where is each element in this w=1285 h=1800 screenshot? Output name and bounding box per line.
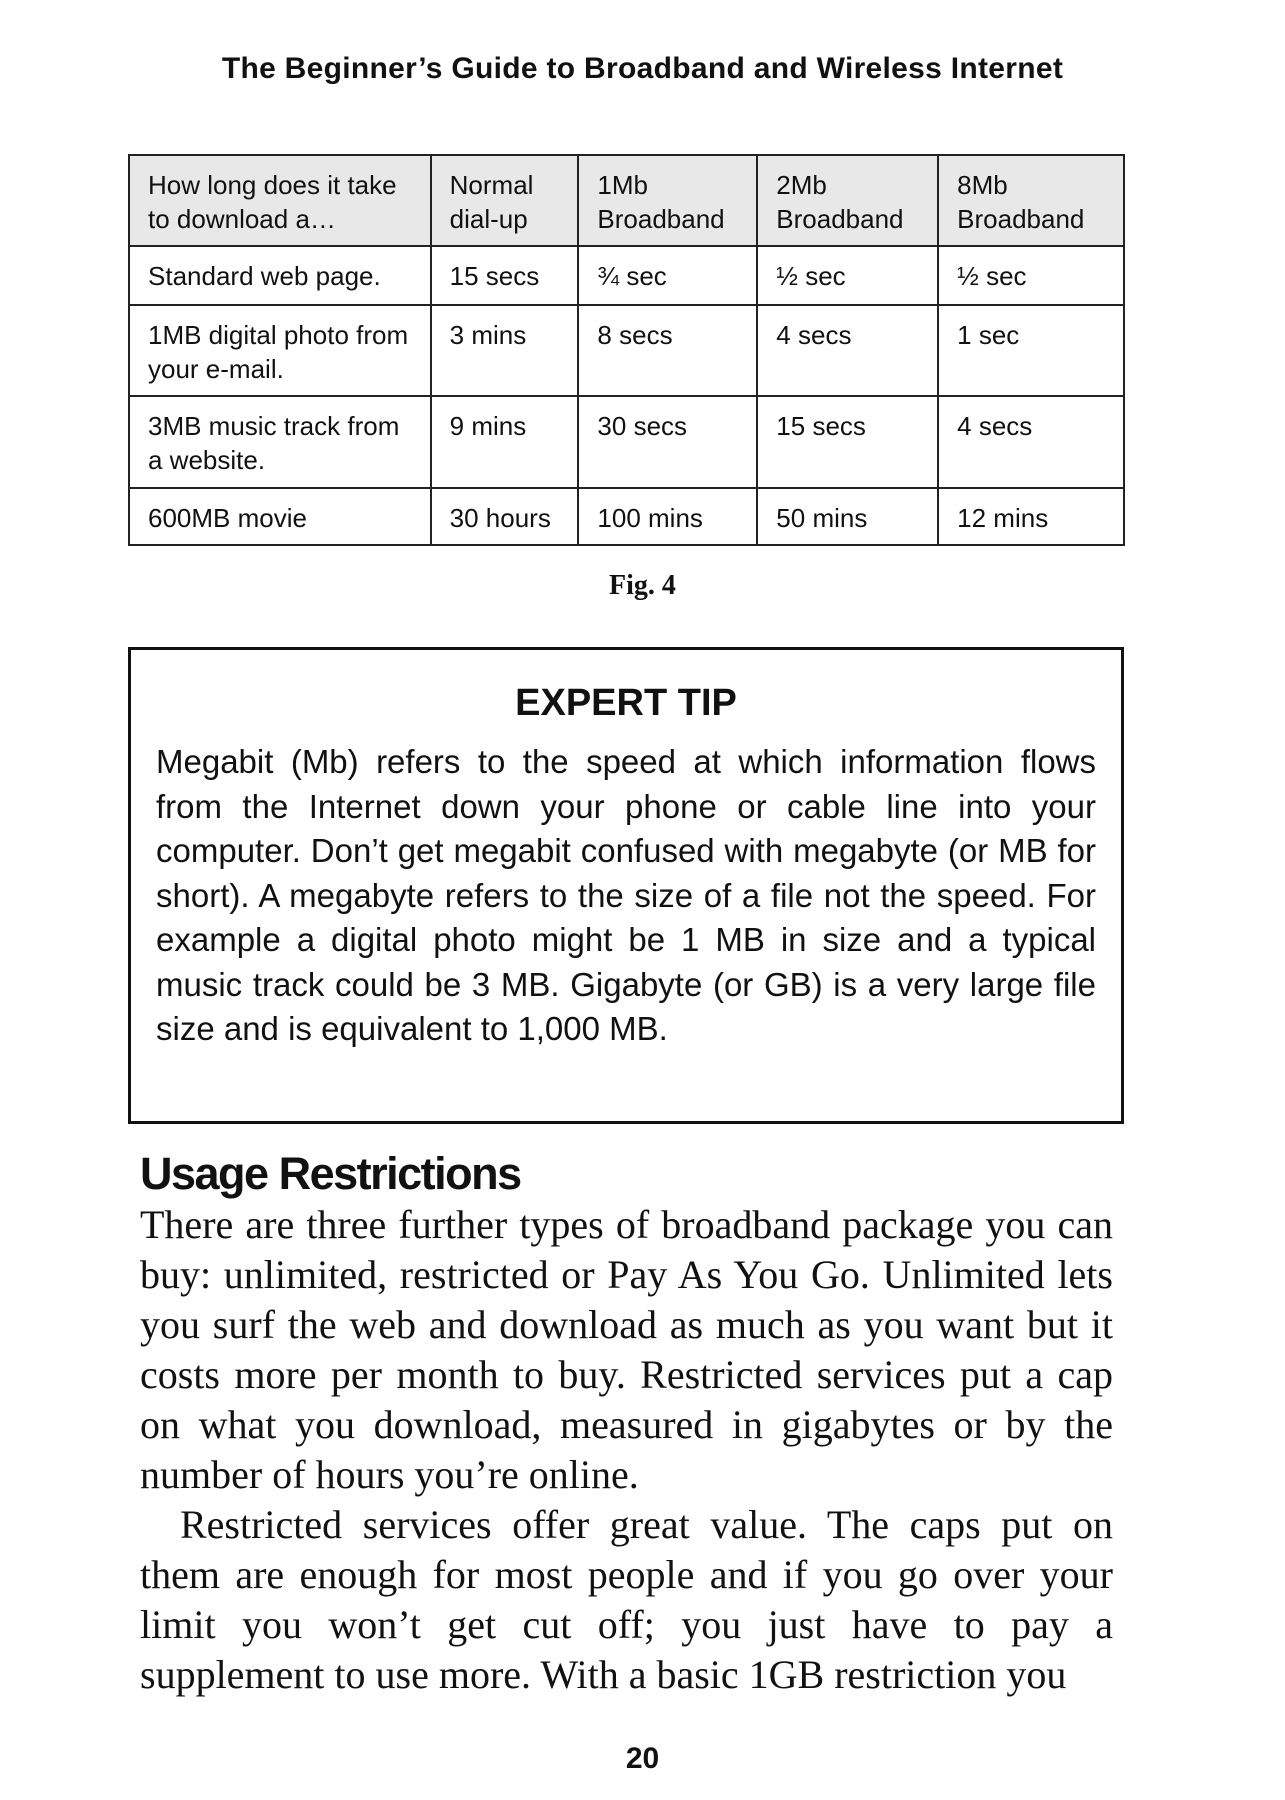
table-row bbox=[129, 488, 1124, 545]
table-header-cell: Normal dial-up bbox=[431, 155, 579, 246]
table-cell: 15 secs bbox=[431, 246, 579, 305]
figure-caption: Fig. 4 bbox=[609, 570, 676, 601]
table-cell: ½ sec bbox=[757, 246, 938, 305]
table-cell: 3MB music track from a website. bbox=[129, 396, 431, 488]
table-cell: 15 secs bbox=[757, 396, 938, 488]
expert-tip-box bbox=[128, 647, 1124, 1124]
table-cell: ½ sec bbox=[938, 246, 1124, 305]
table-cell: Standard web page. bbox=[129, 246, 431, 305]
table-cell: 4 secs bbox=[938, 396, 1124, 488]
table-header-cell: 2Mb Broadband bbox=[757, 155, 938, 246]
running-header: The Beginner’s Guide to Broadband and Wireless Internet bbox=[221, 52, 1064, 85]
page-number: 20 bbox=[625, 1742, 660, 1775]
table-cell: 100 mins bbox=[578, 488, 757, 545]
table-row bbox=[129, 246, 1124, 305]
table-header-cell: How long does it take to download a… bbox=[129, 155, 431, 246]
section-body bbox=[140, 1200, 1113, 1700]
table-cell: 8 secs bbox=[578, 305, 757, 396]
table-header-row bbox=[129, 155, 1124, 246]
expert-tip-text: Megabit (Mb) refers to the speed at which information flows from the Internet down your phone or cable line into your computer. Don’t get megabit confused with megabyte (or MB for short). A megabyte refers to the size of a file not the speed. For example a digital photo might be 1 MB in size and a typical music track could be 3 MB. Gigabyte (or GB) is a very large file size and is equivalent to 1,000 MB. bbox=[156, 743, 1096, 1047]
table-cell: 50 mins bbox=[757, 488, 938, 545]
table-header-cell: 1Mb Broadband bbox=[578, 155, 757, 246]
table-cell: 9 mins bbox=[431, 396, 579, 488]
table-cell: 600MB movie bbox=[129, 488, 431, 545]
table-cell: 30 hours bbox=[431, 488, 579, 545]
table-cell: 1 sec bbox=[938, 305, 1124, 396]
paragraph: There are three further types of broadband package you can buy: unlimited, restricted or Pay As You Go. Unlimited lets you surf the web and download as much as you want but it costs more per month to buy. Restricted services put a cap on what you download, measured in gigabytes or by the number of hours you’re online. bbox=[140, 1202, 1113, 1497]
download-times-table bbox=[128, 154, 1125, 546]
expert-tip-title: EXPERT TIP bbox=[515, 682, 737, 724]
table-row bbox=[129, 305, 1124, 396]
table-cell: 1MB digital photo from your e-mail. bbox=[129, 305, 431, 396]
table-cell: ¾ sec bbox=[578, 246, 757, 305]
table-cell: 30 secs bbox=[578, 396, 757, 488]
table-row bbox=[129, 396, 1124, 488]
table-cell: 3 mins bbox=[431, 305, 579, 396]
paragraph: Restricted services offer great value. The caps put on them are enough for most people and if you go over your limit you won’t get cut off; you just have to pay a supplement to use more. With a basic 1GB restriction you bbox=[140, 1502, 1113, 1697]
table-cell: 12 mins bbox=[938, 488, 1124, 545]
table-cell: 4 secs bbox=[757, 305, 938, 396]
section-heading: Usage Restrictions bbox=[140, 1148, 521, 1199]
table-header-cell: 8Mb Broadband bbox=[938, 155, 1124, 246]
